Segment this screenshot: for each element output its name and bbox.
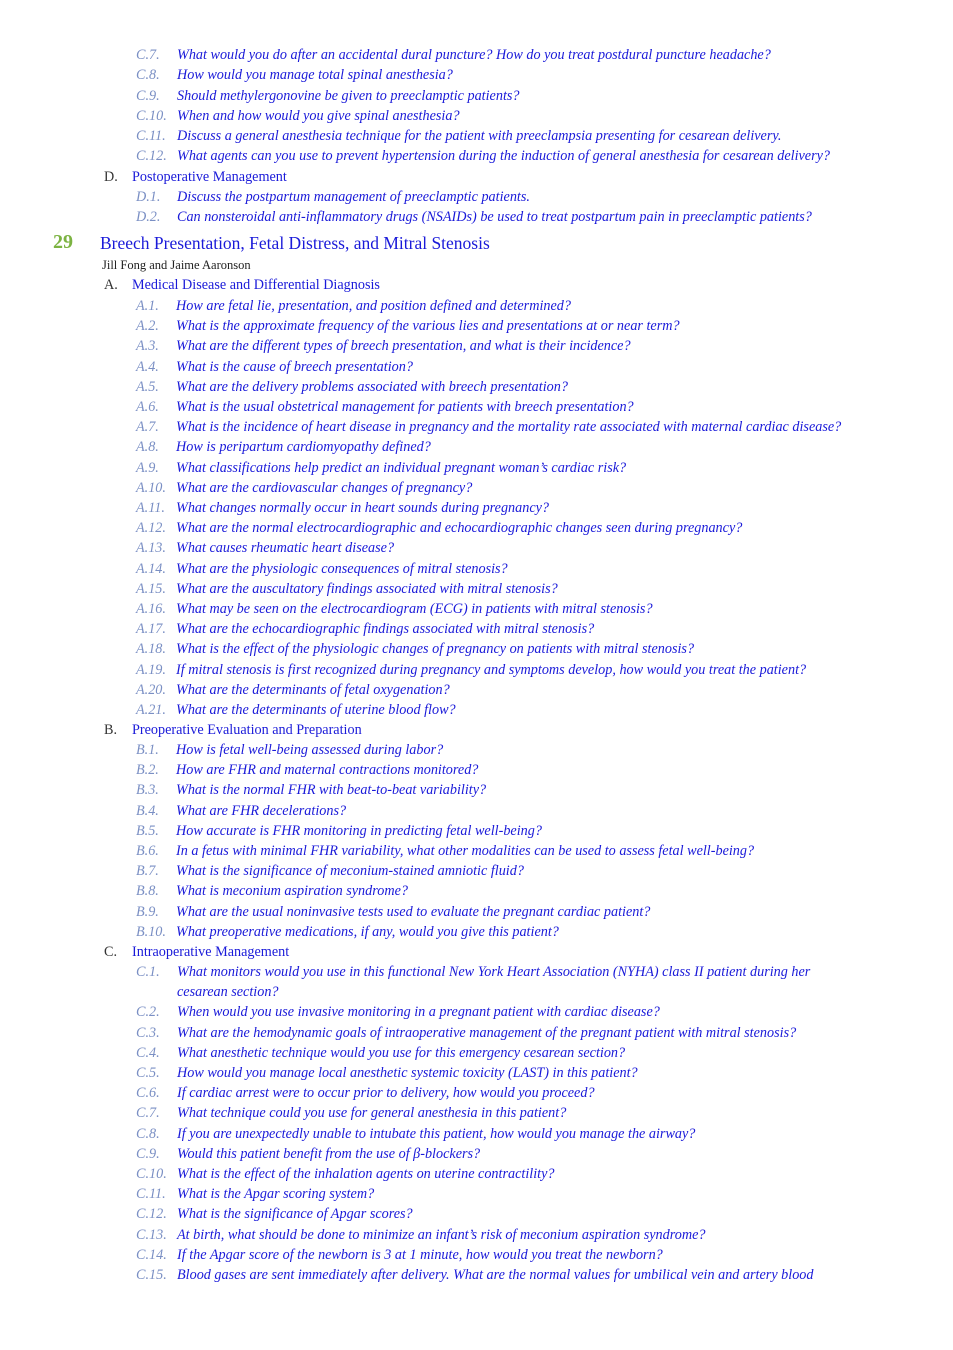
question-a-11 [136,499,549,517]
question-text: How would you manage local anesthetic systemic toxicity (LAST) in this patient? [177,1065,638,1081]
question-text: Discuss the postpartum management of preeclamptic patients. [177,189,530,205]
section-letter: A. [104,277,118,293]
question-text: If you are unexpectedly unable to intubate this patient, how would you manage the airway? [177,1126,696,1142]
question-number: A.15. [136,581,166,597]
question-b-3 [136,781,486,799]
question-text: What are the normal electrocardiographic and echocardiographic changes seen during pregnancy? [176,520,743,536]
question-c-14 [136,1246,663,1264]
question-a-14 [136,560,508,578]
question-a-8 [136,438,431,456]
question-c-15 [136,1266,813,1284]
section-letter: D. [104,169,118,185]
question-text: How are fetal lie, presentation, and position defined and determined? [176,298,571,314]
section-title: Intraoperative Management [132,944,290,960]
question-text: In a fetus with minimal FHR variability, what other modalities can be used to assess fetal well-being? [176,843,755,859]
question-number: C.12. [136,148,167,164]
question-text: How accurate is FHR monitoring in predicting fetal well-being? [176,823,542,839]
question-text: What monitors would you use in this functional New York Heart Association (NYHA) class II patient during her [177,964,811,980]
question-text: Would this patient benefit from the use of β-blockers? [177,1146,481,1162]
question-b-2 [136,761,478,779]
question-b-10 [136,923,559,941]
question-number: C.15. [136,1267,167,1283]
question-text: What are the echocardiographic findings associated with mitral stenosis? [176,621,595,637]
question-number: B.10. [136,924,166,940]
question-a-20 [136,681,450,699]
question-number: A.9. [136,460,159,476]
question-number: C.13. [136,1227,167,1243]
question-text: What agents can you use to prevent hypertension during the induction of general anesthesia for cesarean delivery? [177,148,831,164]
question-text: What is the approximate frequency of the various lies and presentations at or near term? [176,318,680,334]
question-text: What is the incidence of heart disease in pregnancy and the mortality rate associated with maternal cardiac disease? [176,419,842,435]
question-c-2 [136,1003,660,1021]
chapter-title: Breech Presentation, Fetal Distress, and Mitral Stenosis [100,233,490,253]
question-number: A.17. [136,621,166,637]
question-top-c10 [136,107,460,125]
question-number: C.9. [136,88,160,104]
question-text: When would you use invasive monitoring in a pregnant patient with cardiac disease? [177,1004,660,1020]
question-number: A.4. [136,359,159,375]
question-text: What causes rheumatic heart disease? [176,540,395,556]
question-text: If mitral stenosis is first recognized during pregnancy and symptoms develop, how would you treat the patient? [176,662,807,678]
question-a-12 [136,519,742,537]
question-c-5 [136,1064,638,1082]
question-number: A.21. [136,702,166,718]
question-c-6 [136,1084,595,1102]
question-b-9 [136,903,650,921]
question-text: What is the significance of Apgar scores? [177,1206,413,1222]
question-c-4 [136,1044,625,1062]
question-c-7 [136,1104,566,1122]
section-letter: B. [104,722,118,738]
chapter-number: 29 [53,231,73,253]
question-a-13 [136,539,394,557]
question-number: A.1. [136,298,159,314]
question-number: C.14. [136,1247,167,1263]
question-number: A.2. [136,318,159,334]
question-number: B.5. [136,823,159,839]
question-c-13 [136,1226,705,1244]
question-a-6 [136,398,634,416]
question-text: What are the delivery problems associated with breech presentation? [176,379,568,395]
question-number: C.6. [136,1085,160,1101]
question-number: A.16. [136,601,166,617]
question-text: What changes normally occur in heart sounds during pregnancy? [176,500,550,516]
question-a-4 [136,358,413,376]
question-number: B.2. [136,762,159,778]
section-heading-d [104,168,287,186]
question-a-2 [136,317,680,335]
question-text: What are the auscultatory findings associated with mitral stenosis? [176,581,558,597]
question-number: B.4. [136,803,159,819]
section-heading-c [104,943,289,961]
question-a-9 [136,459,626,477]
question-text: What technique could you use for general anesthesia in this patient? [177,1105,567,1121]
question-text: What is the normal FHR with beat-to-beat variability? [176,782,487,798]
question-text: What preoperative medications, if any, would you give this patient? [176,924,559,940]
question-text: What are the determinants of uterine blood flow? [176,702,456,718]
question-text: How would you manage total spinal anesthesia? [177,67,453,83]
question-text: Discuss a general anesthesia technique for the patient with preeclampsia presenting for cesarean delivery. [177,128,782,144]
question-text: What is the effect of the physiologic changes of pregnancy on patients with mitral stenosis? [176,641,695,657]
question-number: C.9. [136,1146,160,1162]
question-a-21 [136,701,456,719]
question-c-10 [136,1165,554,1183]
question-text: What is the effect of the inhalation agents on uterine contractility? [177,1166,555,1182]
question-text: Blood gases are sent immediately after delivery. What are the normal values for umbilical vein and artery blood [177,1267,814,1283]
question-c-3 [136,1024,796,1042]
question-text: What is the cause of breech presentation? [176,359,413,375]
question-text: When and how would you give spinal anesthesia? [177,108,460,124]
section-heading-b [104,721,362,739]
question-number: D.2. [136,209,161,225]
question-number: C.2. [136,1004,160,1020]
question-text: What is the Apgar scoring system? [177,1186,375,1202]
question-c-12 [136,1205,413,1223]
question-b-5 [136,822,542,840]
question-number: C.10. [136,108,167,124]
question-number: A.18. [136,641,166,657]
question-text: If cardiac arrest were to occur prior to delivery, how would you proceed? [177,1085,595,1101]
question-number: C.1. [136,964,160,980]
question-number: B.8. [136,883,159,899]
section-title: Postoperative Management [132,169,287,185]
question-number: C.7. [136,47,160,63]
question-a-18 [136,640,694,658]
question-a-19 [136,661,806,679]
chapter-authors: Jill Fong and Jaime Aaronson [102,258,251,272]
question-number: B.9. [136,904,159,920]
question-top-c7 [136,46,771,64]
question-a-5 [136,378,568,396]
question-text: What anesthetic technique would you use for this emergency cesarean section? [177,1045,626,1061]
question-number: B.1. [136,742,159,758]
question-number: A.6. [136,399,159,415]
question-c-11 [136,1185,374,1203]
question-number: C.3. [136,1025,160,1041]
question-number: C.11. [136,128,166,144]
question-text: What are the determinants of fetal oxygenation? [176,682,450,698]
question-top-c9 [136,87,520,105]
question-number: C.7. [136,1105,160,1121]
question-text: How is peripartum cardiomyopathy defined? [176,439,431,455]
question-top-c11 [136,127,781,145]
question-text: What are the different types of breech presentation, and what is their incidence? [176,338,631,354]
question-number: C.4. [136,1045,160,1061]
question-number: A.7. [136,419,159,435]
question-a-17 [136,620,594,638]
question-a-7 [136,418,841,436]
question-number: A.12. [136,520,166,536]
question-text: What would you do after an accidental dural puncture? How do you treat postdural puncture headache? [177,47,771,63]
question-text: What is the usual obstetrical management for patients with breech presentation? [176,399,634,415]
question-number: A.13. [136,540,166,556]
section-letter: C. [104,944,118,960]
question-c-1 [136,963,810,981]
question-number: A.5. [136,379,159,395]
question-text: What are the hemodynamic goals of intraoperative management of the pregnant patient with mitral stenosis? [177,1025,797,1041]
question-number: D.1. [136,189,161,205]
question-text: What are the usual noninvasive tests used to evaluate the pregnant cardiac patient? [176,904,651,920]
question-b-8 [136,882,408,900]
question-number: A.10. [136,480,166,496]
question-number: C.5. [136,1065,160,1081]
question-b-7 [136,862,524,880]
question-a-10 [136,479,472,497]
question-d1 [136,188,530,206]
question-c-8 [136,1125,695,1143]
question-number: C.12. [136,1206,167,1222]
question-number: C.10. [136,1166,167,1182]
question-a-1 [136,297,571,315]
question-text: Can nonsteroidal anti-inflammatory drugs (NSAIDs) be used to treat postpartum pain in preeclamptic patients? [177,209,812,225]
question-text: Should methylergonovine be given to preeclamptic patients? [177,88,520,104]
question-text: How are FHR and maternal contractions monitored? [176,762,479,778]
section-title: Preoperative Evaluation and Preparation [132,722,362,738]
question-b-4 [136,802,346,820]
question-text: What is the significance of meconium-stained amniotic fluid? [176,863,524,879]
question-top-c12 [136,147,830,165]
question-number: A.20. [136,682,166,698]
question-text: What are the physiologic consequences of mitral stenosis? [176,561,508,577]
question-number: C.11. [136,1186,166,1202]
question-number: A.8. [136,439,159,455]
question-a-3 [136,337,631,355]
question-text: What is meconium aspiration syndrome? [176,883,408,899]
question-text: What classifications help predict an individual pregnant woman’s cardiac risk? [176,460,627,476]
question-text: What may be seen on the electrocardiogram (ECG) in patients with mitral stenosis? [176,601,653,617]
question-top-c8 [136,66,453,84]
question-number: B.3. [136,782,159,798]
question-number: B.6. [136,843,159,859]
question-number: A.3. [136,338,159,354]
question-continuation: cesarean section? [177,984,279,1000]
question-text: What are the cardiovascular changes of pregnancy? [176,480,473,496]
section-heading-a [104,276,380,294]
question-number: B.7. [136,863,159,879]
question-number: A.11. [136,500,165,516]
section-title: Medical Disease and Differential Diagnosis [132,277,380,293]
question-text: At birth, what should be done to minimize an infant’s risk of meconium aspiration syndrome? [177,1227,706,1243]
question-b-6 [136,842,754,860]
question-d2 [136,208,812,226]
question-c-9 [136,1145,480,1163]
question-text: What are FHR decelerations? [176,803,347,819]
question-text: How is fetal well-being assessed during labor? [176,742,444,758]
question-number: A.14. [136,561,166,577]
question-b-1 [136,741,443,759]
question-a-16 [136,600,653,618]
question-text: If the Apgar score of the newborn is 3 at 1 minute, how would you treat the newborn? [177,1247,663,1263]
question-number: C.8. [136,1126,160,1142]
question-a-15 [136,580,558,598]
question-number: A.19. [136,662,166,678]
question-number: C.8. [136,67,160,83]
